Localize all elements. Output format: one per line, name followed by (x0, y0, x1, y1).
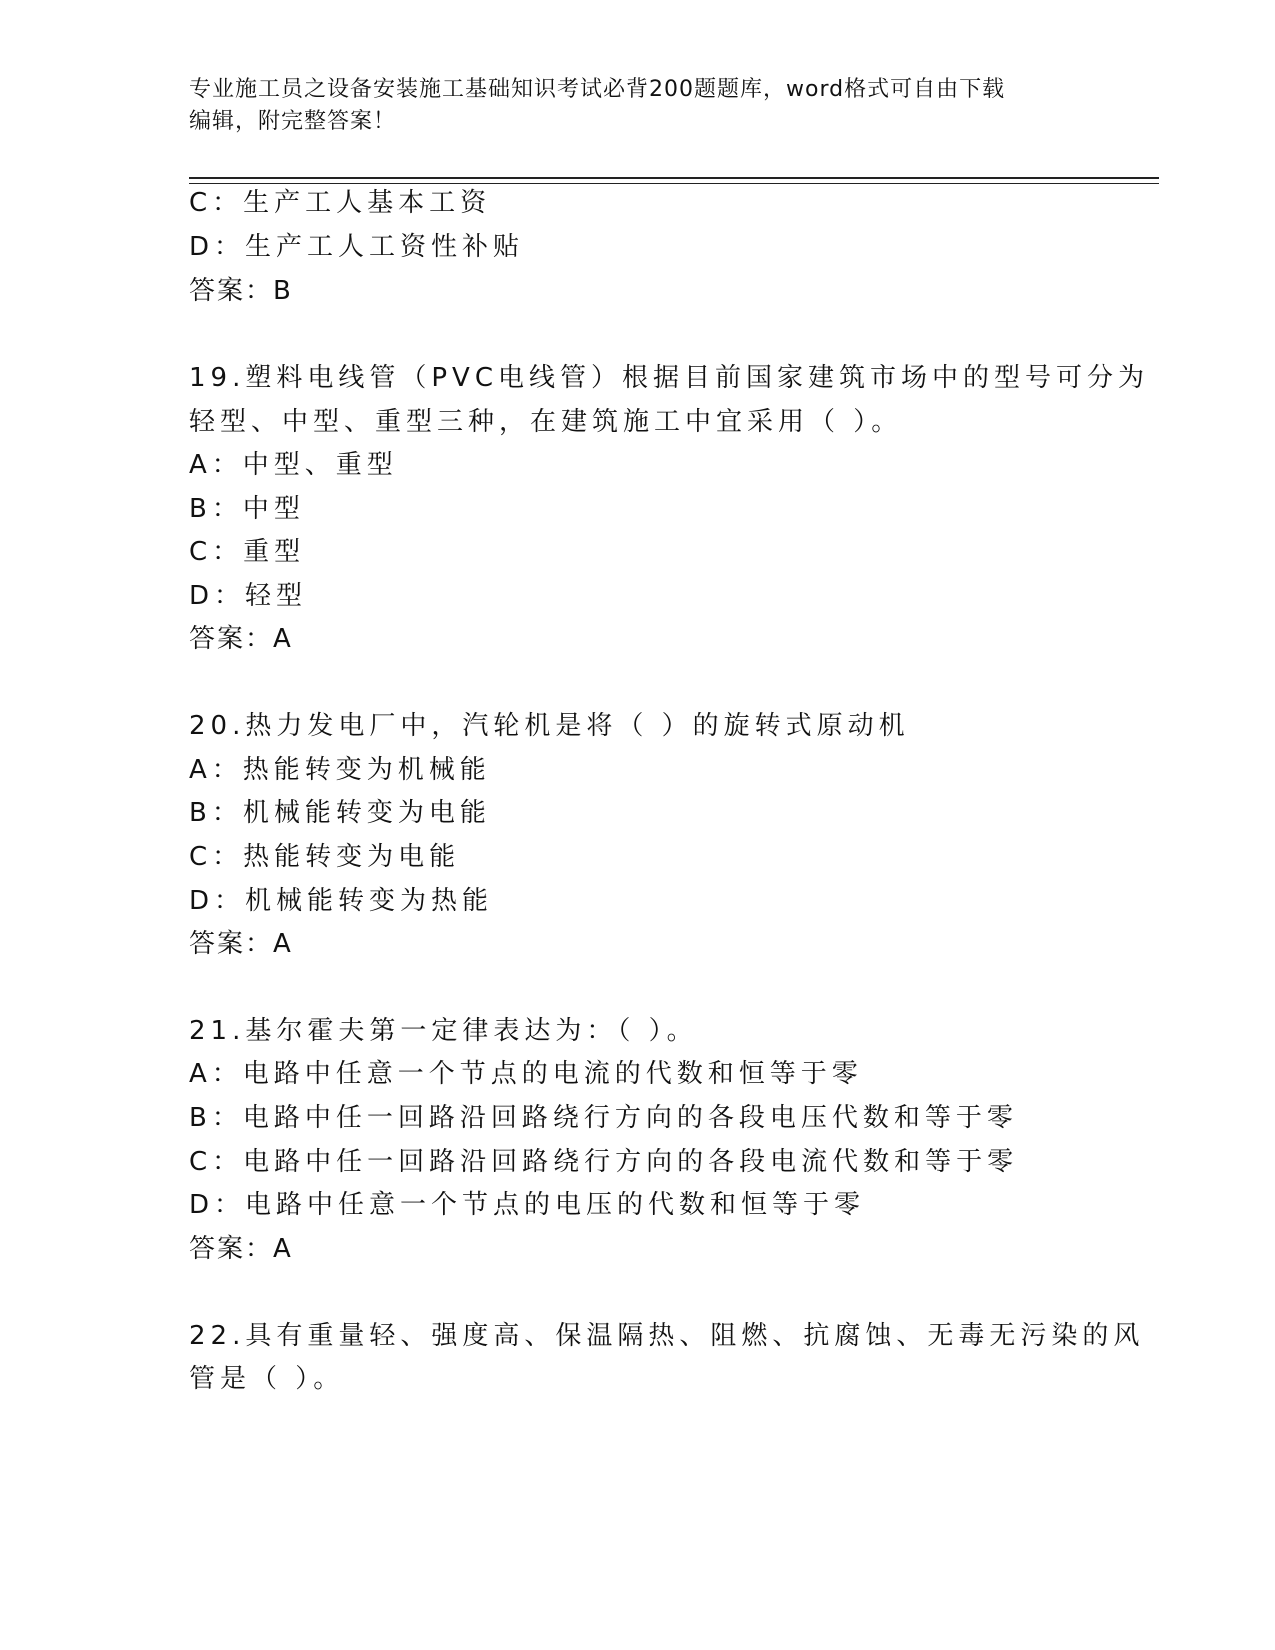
question-19-option-a: A：中型、重型 (189, 450, 398, 480)
header-line-2: 编辑，附完整答案！ (189, 109, 397, 134)
question-21-answer: 答案：A (189, 1234, 293, 1264)
answer-line: 答案：B (189, 276, 293, 306)
header-divider-thick (189, 177, 1159, 179)
question-20-option-b: B：机械能转变为电能 (189, 798, 491, 828)
question-21-option-d: D：电路中任意一个节点的电压的代数和恒等于零 (189, 1190, 866, 1220)
header-line-1: 专业施工员之设备安装施工基础知识考试必背200题题库，word格式可自由下载 (189, 77, 1006, 102)
question-19-option-c: C：重型 (189, 537, 306, 567)
question-21-option-b: B：电路中任一回路沿回路绕行方向的各段电压代数和等于零 (189, 1103, 1018, 1133)
question-21-option-a: A：电路中任意一个节点的电流的代数和恒等于零 (189, 1059, 863, 1089)
question-20-stem: 20.热力发电厂中，汽轮机是将（ ）的旋转式原动机 (189, 711, 910, 741)
question-20-option-d: D：机械能转变为热能 (189, 886, 494, 916)
question-20-option-c: C：热能转变为电能 (189, 842, 461, 872)
page-header (189, 74, 1069, 138)
question-19-answer: 答案：A (189, 624, 293, 654)
option-c: C：生产工人基本工资 (189, 188, 492, 218)
question-22-stem-line-1: 22.具有重量轻、强度高、保温隔热、阻燃、抗腐蚀、无毒无污染的风 (189, 1321, 1145, 1351)
question-19-stem-line-1: 19.塑料电线管（PVC电线管）根据目前国家建筑市场中的型号可分为 (189, 363, 1149, 393)
question-21-option-c: C：电路中任一回路沿回路绕行方向的各段电流代数和等于零 (189, 1147, 1019, 1177)
question-19-option-d: D：轻型 (189, 581, 308, 611)
question-22-stem-line-2: 管是（ ）。 (189, 1364, 345, 1394)
header-divider-thin (189, 183, 1159, 184)
question-19-stem-line-2: 轻型、中型、重型三种，在建筑施工中宜采用（ ）。 (189, 407, 903, 437)
question-19-option-b: B：中型 (189, 494, 305, 524)
option-d: D：生产工人工资性补贴 (189, 232, 525, 262)
question-20-answer: 答案：A (189, 929, 293, 959)
question-20-option-a: A：热能转变为机械能 (189, 755, 491, 785)
question-21-stem: 21.基尔霍夫第一定律表达为：（ ）。 (189, 1016, 698, 1046)
